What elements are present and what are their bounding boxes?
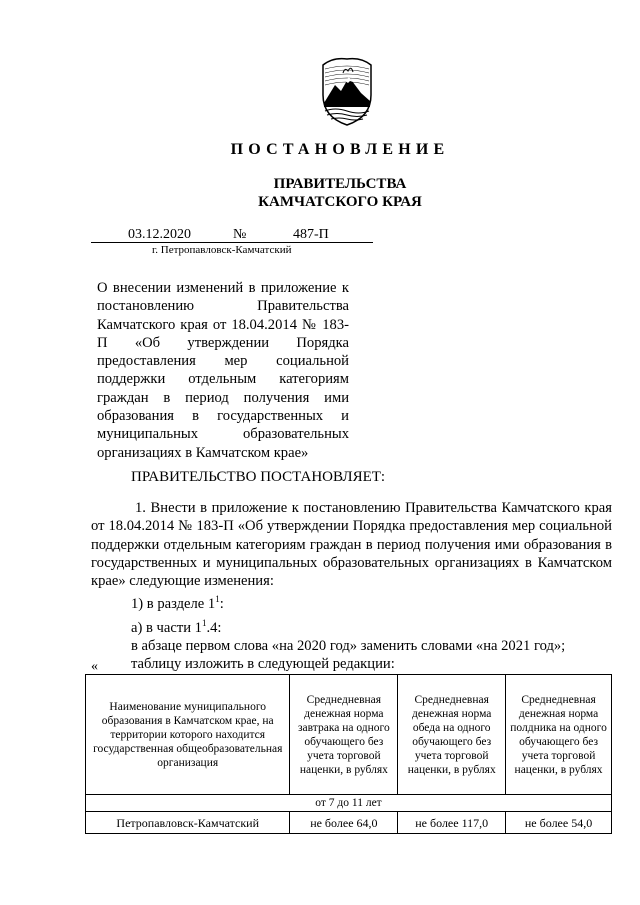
body-paragraph-1: 1. Внести в приложение к постановлению Правительства Камчатского края от 18.04.2014 № 183-П «Об утверждении Порядка предоставления мер социальной поддержки отдельным категориям граждан в период получения ими образования в государственных и муниципальных образовательных организациях в Камчатском крае» следующие изменения: xyxy=(91,500,612,590)
body-paragraph-3-text: а) в части 1 xyxy=(131,619,202,636)
body-paragraph-5: таблицу изложить в следующей редакции: xyxy=(131,656,395,673)
document-city: г. Петропавловск-Камчатский xyxy=(152,244,292,256)
table-cell-snack: не более 54,0 xyxy=(506,812,612,834)
number-sign: № xyxy=(233,227,247,242)
meal-norms-table xyxy=(85,674,612,834)
document-body xyxy=(91,499,612,673)
decree-statement: ПРАВИТЕЛЬСТВО ПОСТАНОВЛЯЕТ: xyxy=(131,469,386,485)
body-paragraph-4: в абзаце первом слова «на 2020 год» заменить словами «на 2021 год»; xyxy=(131,637,566,654)
table-cell-lunch: не более 117,0 xyxy=(398,812,506,834)
body-paragraph-2-superscript: 1 xyxy=(215,594,220,605)
coat-of-arms-icon xyxy=(315,55,379,127)
body-paragraph-3 xyxy=(91,614,612,637)
table-cell-municipality: Петропавловск-Камчатский xyxy=(86,812,290,834)
table-age-group: от 7 до 11 лет xyxy=(86,795,612,812)
table-row xyxy=(86,812,612,834)
body-paragraph-3-superscript: 1 xyxy=(201,617,207,628)
document-number: 487-П xyxy=(293,227,329,242)
opening-quote: « xyxy=(91,659,98,674)
document-type-title: ПОСТАНОВЛЕНИЕ xyxy=(230,141,450,158)
issuer-line-1: ПРАВИТЕЛЬСТВА xyxy=(273,176,407,192)
body-paragraph-2-end: : xyxy=(219,596,224,613)
table-header-snack: Среднедневная денежная норма полдника на одного обучающего без учета торговой наценки, в рублях xyxy=(506,675,612,795)
meta-underline xyxy=(91,242,373,243)
body-paragraph-2 xyxy=(91,590,612,613)
table-group-row xyxy=(86,795,612,812)
document-date: 03.12.2020 xyxy=(128,227,191,242)
table-header-row xyxy=(86,675,612,795)
issuer-line-2: КАМЧАТСКОГО КРАЯ xyxy=(258,194,422,210)
table-header-breakfast: Среднедневная денежная норма завтрака на одного обучающего без учета торговой наценки, в рублях xyxy=(290,675,398,795)
issuer-block xyxy=(0,175,640,211)
table-header-municipality: Наименование муниципального образования в Камчатском крае, на территории которого находится государственная общеобразовательная организация xyxy=(86,675,290,795)
document-subject: О внесении изменений в приложение к постановлению Правительства Камчатского края от 18.04.2014 № 183-П «Об утверждении Порядка предоставления мер социальной поддержки отдельным категориям граждан в период получения ими образования в государственных и муниципальных образовательных организациях в Камчатском крае» xyxy=(97,280,349,461)
body-paragraph-2-text: 1) в разделе 1 xyxy=(131,596,216,613)
table-header-lunch: Среднедневная денежная норма обеда на одного обучающего без учета торговой наценки, в рублях xyxy=(398,675,506,795)
body-paragraph-3-end: .4: xyxy=(206,619,222,636)
table-cell-breakfast: не более 64,0 xyxy=(290,812,398,834)
